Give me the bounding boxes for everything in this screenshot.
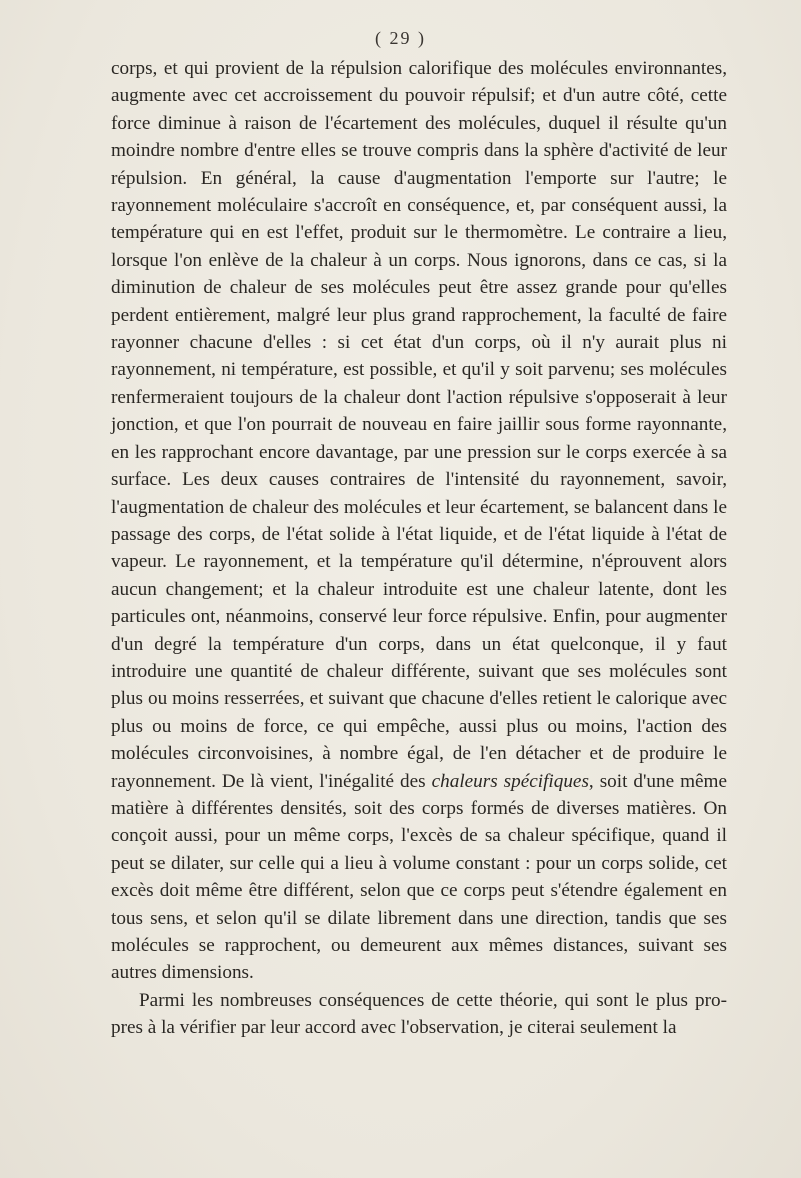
body-text [111, 55, 727, 1042]
page-number: ( 29 ) [375, 28, 426, 48]
paragraph-1-text-continued: , soit d'une même matière à différentes densités, soit des corps formés de diverses matières. On conçoit aussi, pour un même corps, l'excès de sa chaleur spécifique, quand il peut se dilater, sur celle qui a lieu à volume constant : pour un corps solide, cet excès doit même être différent, selon que ce corps peut s'étendre également en tous sens, et selon qu'il se dilate librement dans une direction, tandis que ses molécules se rapprochent, ou demeurent aux mêmes distances, suivant ses autres dimensions. [111, 770, 727, 984]
italic-term: chaleurs spécifiques [431, 770, 589, 792]
paragraph-1 [111, 55, 727, 987]
paragraph-1-text: corps, et qui provient de la répulsion calorifique des molécules environnantes, augmente avec cet accroissement du pouvoir répulsif; et d'un autre côté, cette force diminue à raison de l'écartement des molécules, duquel il résulte qu'un moindre nombre d'entre elles se trouve compris dans la sphère d'activité de leur répulsion. En général, la cause d'augmentation l'emporte sur l'autre; le rayonnement moléculaire s'accroît en conséquence, et, par conséquent aussi, la température qui en est l'effet, produit sur le thermomètre. Le contraire a lieu, lorsque l'on enlève de la chaleur à un corps. Nous ignorons, dans ce cas, si la diminution de chaleur de ses molécules peut être assez grande pour qu'elles perdent entièrement, malgré leur plus grand rapprochement, la faculté de faire rayonner chacune d'elles : si cet état d'un corps, où il n'y aurait plus ni rayonnement, ni température, est possible, et qu'il y soit parvenu; ses molécules renfermeraient toujours de la chaleur dont l'action répulsive s'opposerait à leur jonction, et que l'on pourrait de nouveau en faire jaillir sous forme rayonnante, en les rapprochant encore davantage, par une pression sur le corps exercée à sa surface. Les deux causes contraires de l'intensité du rayonnement, savoir, l'augmentation de chaleur des molécules et leur écartement, se balancent dans le passage des corps, de l'état solide à l'état liquide, et de l'état liquide à l'état de vapeur. Le rayonnement, et la température qu'il détermine, n'éprouvent alors aucun changement; et la chaleur introduite est une chaleur latente, dont les particules ont, néanmoins, conservé leur force répulsive. Enfin, pour augmenter d'un degré la température d'un corps, dans un état quelconque, il y faut introduire une quantité de chaleur différente, suivant que ses molécules sont plus ou moins resserrées, et suivant que chacune d'elles retient le calorique avec plus ou moins de force, ce qui empêche, aussi plus ou moins, l'action des molécules circonvoisines, à nombre égal, de l'en détacher et de produire le rayonnement. De là vient, l'inégalité des [111, 58, 727, 792]
paragraph-2: Parmi les nombreuses conséquences de cette théorie, qui sont le plus propres à la vérifier par leur accord avec l'observation, je citerai seulement la [111, 989, 727, 1039]
